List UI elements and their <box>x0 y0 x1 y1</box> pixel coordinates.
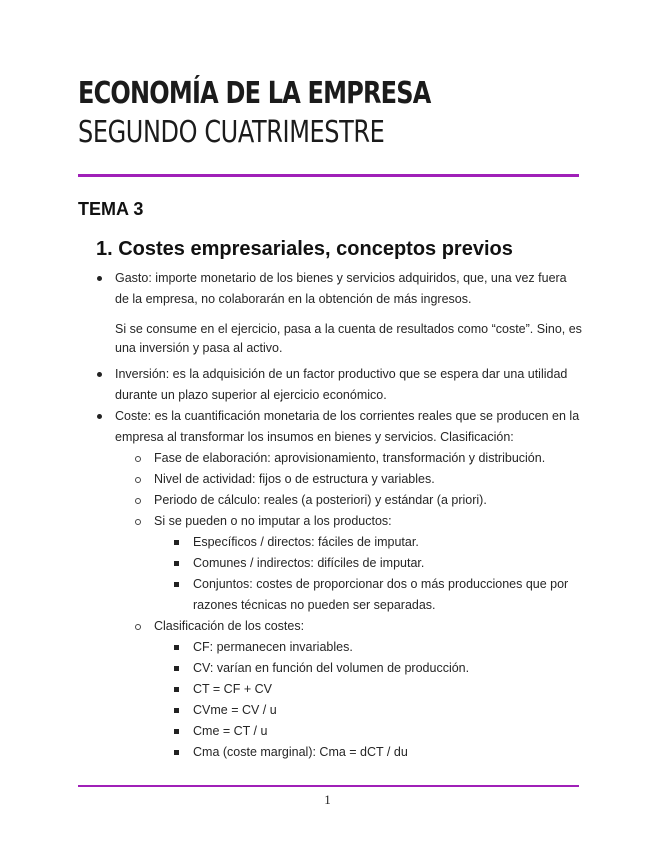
page-number: 1 <box>324 792 331 807</box>
coste-periodo: Periodo de cálculo: reales (a posteriori) y estándar (a priori). <box>154 493 487 507</box>
tema-heading: TEMA 3 <box>78 199 144 219</box>
gasto-line-1: Gasto: importe monetario de los bienes y servicios adquiridos, que, una vez fuera <box>115 271 567 285</box>
bullet-circle <box>135 456 141 462</box>
bullet-square <box>174 687 179 692</box>
bullet-square <box>174 666 179 671</box>
bullet-square <box>174 582 179 587</box>
document-subtitle: SEGUNDO CUATRIMESTRE <box>78 115 385 150</box>
clasificacion-cv: CV: varían en función del volumen de producción. <box>193 661 470 675</box>
document-title: ECONOMÍA DE LA EMPRESA <box>78 76 431 111</box>
bullet-circle <box>135 477 141 483</box>
coste-nivel: Nivel de actividad: fijos o de estructura y variables. <box>154 472 435 486</box>
clasificacion-cme: Cme = CT / u <box>193 724 268 738</box>
bullet-square <box>174 750 179 755</box>
bullet-square <box>174 561 179 566</box>
clasificacion-ct: CT = CF + CV <box>193 682 272 696</box>
bullet-circle <box>135 519 141 525</box>
bullet-disc <box>97 414 102 419</box>
inversion-line-2: durante un plazo superior al ejercicio económico. <box>115 388 387 402</box>
clasificacion-cma: Cma (coste marginal): Cma = dCT / du <box>193 745 408 759</box>
gasto-note-1: Si se consume en el ejercicio, pasa a la cuenta de resultados como “coste”. Sino, es <box>115 322 582 336</box>
coste-imputar: Si se pueden o no imputar a los productos: <box>154 514 392 528</box>
bullet-square <box>174 645 179 650</box>
bullet-circle <box>135 498 141 504</box>
bullet-square <box>174 708 179 713</box>
imputar-comunes: Comunes / indirectos: difíciles de imputar. <box>193 556 425 570</box>
bullet-disc <box>97 276 102 281</box>
bullet-square <box>174 540 179 545</box>
section-heading: 1. Costes empresariales, conceptos previos <box>96 238 513 260</box>
clasificacion-cvme: CVme = CV / u <box>193 703 277 717</box>
bullet-circle <box>135 624 141 630</box>
coste-clasificacion: Clasificación de los costes: <box>154 619 305 633</box>
imputar-especificos: Específicos / directos: fáciles de imputar. <box>193 535 419 549</box>
clasificacion-cf: CF: permanecen invariables. <box>193 640 353 654</box>
coste-fase: Fase de elaboración: aprovisionamiento, transformación y distribución. <box>154 451 546 465</box>
header-divider <box>78 174 579 177</box>
gasto-note-2: una inversión y pasa al activo. <box>115 341 283 355</box>
bullet-square <box>174 729 179 734</box>
gasto-line-2: de la empresa, no colaborarán en la obtención de más ingresos. <box>115 292 472 306</box>
imputar-conjuntos-2: razones técnicas no pueden ser separadas. <box>193 598 436 612</box>
coste-line-2: empresa al transformar los insumos en bienes y servicios. Clasificación: <box>115 430 514 444</box>
coste-line-1: Coste: es la cuantificación monetaria de los corrientes reales que se producen en la <box>115 409 580 423</box>
inversion-line-1: Inversión: es la adquisición de un factor productivo que se espera dar una utilidad <box>115 367 568 381</box>
imputar-conjuntos-1: Conjuntos: costes de proporcionar dos o más producciones que por <box>193 577 569 591</box>
bullet-disc <box>97 372 102 377</box>
footer-divider <box>78 785 579 787</box>
